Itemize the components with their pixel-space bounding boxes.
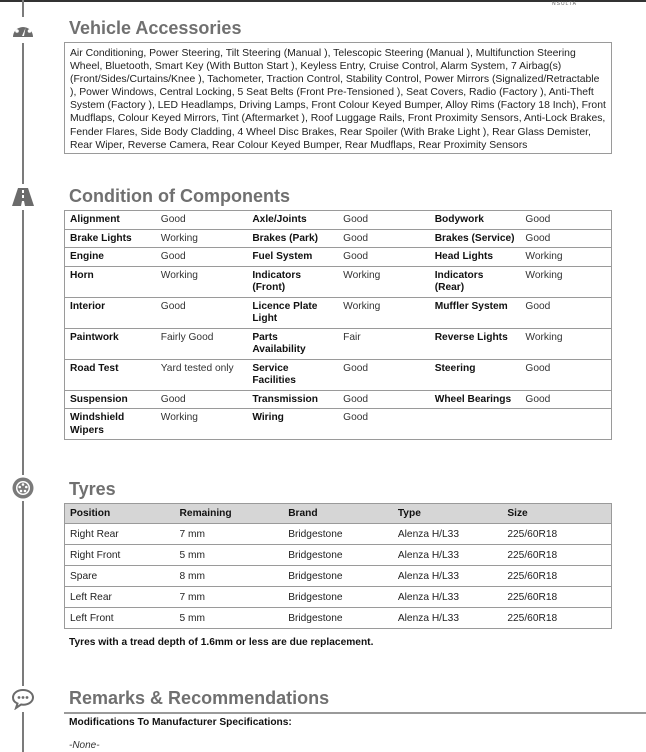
component-label: Reverse Lights — [430, 328, 521, 359]
tyre-cell: 225/60R18 — [502, 587, 611, 608]
tyre-row — [65, 608, 611, 629]
condition-row — [65, 359, 611, 390]
speedometer-icon — [10, 17, 36, 43]
tyre-cell: Right Rear — [65, 524, 175, 545]
section-title-condition: Condition of Components — [69, 186, 290, 206]
component-status: Working — [156, 229, 248, 248]
condition-row — [65, 297, 611, 328]
component-status: Good — [343, 412, 369, 423]
component-status: Good — [520, 297, 611, 328]
timeline-line — [22, 0, 24, 752]
component-status: Good — [156, 390, 248, 409]
component-status: Working — [338, 266, 430, 297]
component-status: Good — [520, 211, 611, 229]
component-status: Good — [156, 297, 248, 328]
component-label: Parts Availability — [247, 328, 338, 359]
tyre-cell: Spare — [65, 566, 175, 587]
component-label: Engine — [65, 248, 156, 267]
tyre-row — [65, 566, 611, 587]
component-label — [430, 409, 521, 440]
modifications-value: -None- — [69, 740, 100, 751]
condition-row — [65, 409, 611, 440]
component-status: Good — [338, 211, 430, 229]
tyre-cell: 7 mm — [175, 524, 284, 545]
tyre-cell: 225/60R18 — [502, 566, 611, 587]
logo-stamp-text: NSULTA — [552, 1, 577, 7]
tyre-cell: 225/60R18 — [502, 524, 611, 545]
speech-bubble-icon — [10, 686, 36, 712]
component-status: Good — [338, 390, 430, 409]
component-label: Horn — [65, 266, 156, 297]
component-status: Good — [338, 229, 430, 248]
tyre-cell: 5 mm — [175, 545, 284, 566]
section-title-accessories: Vehicle Accessories — [69, 18, 242, 38]
accessories-list: Air Conditioning, Power Steering, Tilt Steering (Manual ), Telescopic Steering (Manual ), Multifunction Steering Wheel, Bluetooth, Smart Key (With Button Start ), Keyless Entry, Cruise Control, Alarm System, 7 Airbag(s) (Front/Sides/Curtains/Knee ), Tachometer, Traction Control, Stability Control, Power Mirrors (Signalized/Retractable ), Power Windows, Central Locking, 5 Seat Belts (Front Pre-Tensioned ), Seat Covers, Radio (Factory ), Anti-Theft System (Factory ), LED Headlamps, Driving Lamps, Front Colour Keyed Bumper, Alloy Rims (Factory 18 Inch), Front Mudflaps, Colour Keyed Mirrors, Tint (Aftermarket ), Roof Luggage Rails, Front Proximity Sensors, Anti-Lock Brakes, Fender Flares, Side Body Cladding, 4 Wheel Disc Brakes, Rear Spoiler (With Brake Light ), Rear Glass Demister, Rear Wiper, Reverse Camera, Rear Colour Keyed Bumper, Rear Mudflaps, Rear Proximity Sensors — [64, 42, 612, 154]
tyre-cell: 225/60R18 — [502, 545, 611, 566]
section-title-tyres: Tyres — [69, 479, 116, 499]
component-status: Good — [520, 229, 611, 248]
component-label: Suspension — [65, 390, 156, 409]
tyre-column-header: Brand — [283, 504, 393, 524]
tyre-cell: 5 mm — [179, 613, 206, 624]
tyre-row — [65, 545, 611, 566]
component-label: Steering — [430, 359, 521, 390]
tyre-cell: Left Front — [70, 613, 114, 624]
component-label: Service Facilities — [247, 359, 338, 390]
component-label: Indicators (Front) — [247, 266, 338, 297]
component-label: Wheel Bearings — [430, 390, 521, 409]
component-status: Yard tested only — [156, 359, 248, 390]
component-label: Paintwork — [65, 328, 156, 359]
component-status: Good — [156, 248, 248, 267]
component-status: Good — [520, 390, 611, 409]
component-label: Muffler System — [430, 297, 521, 328]
condition-row — [65, 390, 611, 409]
tyre-cell: 7 mm — [175, 587, 284, 608]
modifications-label: Modifications To Manufacturer Specifications: — [69, 717, 292, 728]
wheel-icon — [10, 475, 36, 501]
component-label: Brakes (Park) — [247, 229, 338, 248]
condition-row — [65, 248, 611, 267]
component-label: Indicators (Rear) — [430, 266, 521, 297]
road-icon — [10, 184, 36, 210]
component-status: Working — [160, 412, 198, 423]
component-label: Interior — [65, 297, 156, 328]
component-status: Working — [520, 266, 611, 297]
tyre-replacement-note: Tyres with a tread depth of 1.6mm or less are due replacement. — [69, 637, 374, 648]
component-label: Head Lights — [430, 248, 521, 267]
component-status: Working — [520, 248, 611, 267]
tyre-cell: Alenza H/L33 — [393, 587, 502, 608]
tyre-cell: Alenza H/L33 — [393, 545, 502, 566]
component-label: Windshield Wipers — [70, 412, 125, 436]
tyre-cell: Bridgestone — [283, 545, 393, 566]
tyre-row — [65, 587, 611, 608]
remarks-divider — [64, 712, 646, 714]
tyre-cell: Bridgestone — [283, 587, 393, 608]
component-label: Fuel System — [247, 248, 338, 267]
tyre-cell: Right Front — [65, 545, 175, 566]
component-status: Good — [338, 248, 430, 267]
component-label: Axle/Joints — [247, 211, 338, 229]
section-title-remarks: Remarks & Recommendations — [69, 688, 330, 708]
component-status — [520, 409, 611, 440]
tyre-cell: Bridgestone — [283, 566, 393, 587]
condition-row — [65, 266, 611, 297]
component-label: Bodywork — [430, 211, 521, 229]
component-status: Working — [156, 266, 248, 297]
condition-row — [65, 229, 611, 248]
condition-table — [64, 210, 612, 440]
component-status: Fair — [338, 328, 430, 359]
component-status: Working — [338, 297, 430, 328]
component-status: Good — [520, 359, 611, 390]
condition-row — [65, 328, 611, 359]
component-label: Brake Lights — [65, 229, 156, 248]
tyre-cell: Left Rear — [65, 587, 175, 608]
tyre-cell: Alenza H/L33 — [393, 524, 502, 545]
tyre-column-header: Remaining — [175, 504, 284, 524]
component-status: Working — [520, 328, 611, 359]
component-label: Alignment — [65, 211, 156, 229]
component-label: Brakes (Service) — [430, 229, 521, 248]
component-label: Road Test — [65, 359, 156, 390]
component-label: Wiring — [252, 412, 284, 423]
tyre-cell: Bridgestone — [283, 524, 393, 545]
condition-row — [65, 211, 611, 229]
tyre-cell: 225/60R18 — [507, 613, 558, 624]
tyres-table — [64, 503, 612, 629]
tyre-cell: Alenza H/L33 — [397, 613, 460, 624]
component-label: Licence Plate Light — [247, 297, 338, 328]
component-status: Fairly Good — [156, 328, 248, 359]
tyre-cell: Bridgestone — [288, 613, 343, 624]
component-label: Transmission — [247, 390, 338, 409]
tyre-cell: 8 mm — [175, 566, 284, 587]
tyre-cell: Alenza H/L33 — [393, 566, 502, 587]
tyre-column-header: Position — [65, 504, 175, 524]
tyre-row — [65, 524, 611, 545]
page-top-border — [0, 0, 646, 2]
tyre-column-header: Type — [393, 504, 502, 524]
component-status: Good — [156, 211, 248, 229]
component-status: Good — [338, 359, 430, 390]
tyre-column-header: Size — [502, 504, 611, 524]
